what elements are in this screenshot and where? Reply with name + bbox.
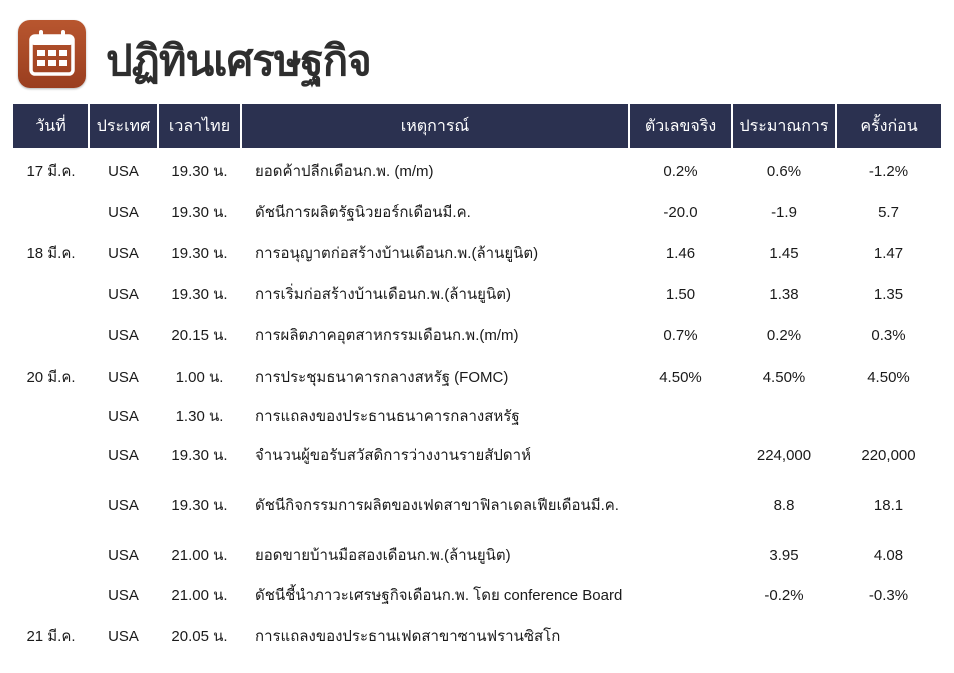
table-row bbox=[13, 536, 941, 574]
cell-event: จำนวนผู้ขอรับสวัสดิการว่างงานรายสัปดาห์ bbox=[255, 447, 531, 464]
cell-date: 20 มี.ค. bbox=[26, 369, 76, 386]
cell-forecast: 224,000 bbox=[756, 446, 812, 464]
cell-previous bbox=[836, 616, 941, 656]
cell-forecast: 8.8 bbox=[773, 496, 795, 514]
cell-actual: -20.0 bbox=[663, 203, 698, 221]
cell-time: 19.30 น. bbox=[171, 245, 228, 262]
cell-date: 21 มี.ค. bbox=[26, 628, 76, 645]
cell-previous: 4.50% bbox=[867, 368, 910, 386]
cell-country: USA bbox=[108, 368, 139, 386]
cell-event: ดัชนีชี้นำภาวะเศรษฐกิจเดือนก.พ. โดย conference Board bbox=[255, 587, 623, 604]
cell-country: USA bbox=[108, 162, 139, 180]
table-header-row bbox=[13, 104, 941, 148]
cell-time: 19.30 น. bbox=[171, 447, 228, 464]
table-row bbox=[13, 312, 941, 358]
table-row bbox=[13, 358, 941, 396]
cell-forecast bbox=[732, 616, 836, 656]
cell-event: การเริ่มก่อสร้างบ้านเดือนก.พ.(ล้านยูนิต) bbox=[255, 286, 511, 303]
cell-time: 21.00 น. bbox=[171, 547, 228, 564]
column-header-country: ประเทศ bbox=[89, 104, 158, 148]
cell-actual: 1.50 bbox=[665, 285, 696, 303]
cell-country: USA bbox=[108, 244, 139, 262]
cell-actual: 1.46 bbox=[665, 244, 696, 262]
cell-country: USA bbox=[108, 285, 139, 303]
cell-date bbox=[13, 474, 89, 536]
cell-actual: 0.7% bbox=[663, 326, 698, 344]
column-header-event: เหตุการณ์ bbox=[241, 104, 629, 148]
cell-date bbox=[13, 312, 89, 358]
table-row bbox=[13, 148, 941, 194]
cell-country: USA bbox=[108, 496, 139, 514]
cell-previous: 1.35 bbox=[873, 285, 904, 303]
calendar-icon bbox=[18, 20, 86, 88]
cell-previous: 4.08 bbox=[873, 546, 904, 564]
column-header-previous: ครั้งก่อน bbox=[836, 104, 941, 148]
cell-event: ยอดขายบ้านมือสองเดือนก.พ.(ล้านยูนิต) bbox=[255, 547, 511, 564]
cell-country: USA bbox=[108, 627, 139, 645]
cell-time: 1.00 น. bbox=[175, 369, 224, 386]
cell-country: USA bbox=[108, 203, 139, 221]
cell-time: 19.30 น. bbox=[171, 204, 228, 221]
cell-event: ดัชนีกิจกรรมการผลิตของเฟดสาขาฟิลาเดลเฟียเดือนมี.ค. bbox=[255, 497, 619, 514]
cell-event: การแถลงของประธานธนาคารกลางสหรัฐ bbox=[255, 408, 520, 425]
cell-time: 1.30 น. bbox=[175, 408, 224, 425]
cell-time: 20.05 น. bbox=[171, 628, 228, 645]
column-header-time: เวลาไทย bbox=[158, 104, 241, 148]
cell-forecast: 4.50% bbox=[762, 368, 806, 386]
table-row bbox=[13, 616, 941, 656]
cell-time: 19.30 น. bbox=[171, 163, 228, 180]
economic-calendar-table bbox=[13, 104, 941, 656]
cell-date bbox=[13, 536, 89, 574]
cell-previous: -1.2% bbox=[868, 162, 909, 180]
cell-country: USA bbox=[108, 586, 139, 604]
cell-event: การผลิตภาคอุตสาหกรรมเดือนก.พ.(m/m) bbox=[255, 327, 519, 344]
cell-actual bbox=[629, 616, 732, 656]
cell-time: 21.00 น. bbox=[171, 587, 228, 604]
cell-actual bbox=[629, 396, 732, 436]
cell-date: 18 มี.ค. bbox=[26, 245, 76, 262]
cell-time: 20.15 น. bbox=[171, 327, 228, 344]
cell-country: USA bbox=[108, 446, 139, 464]
cell-country: USA bbox=[108, 407, 139, 425]
cell-forecast: 0.6% bbox=[766, 162, 802, 180]
cell-event: ดัชนีการผลิตรัฐนิวยอร์กเดือนมี.ค. bbox=[255, 204, 471, 221]
table-row bbox=[13, 474, 941, 536]
cell-event: การประชุมธนาคารกลางสหรัฐ (FOMC) bbox=[255, 369, 509, 386]
cell-previous: 5.7 bbox=[878, 203, 899, 221]
cell-event: การแถลงของประธานเฟดสาขาซานฟรานซิสโก bbox=[255, 628, 561, 645]
cell-date bbox=[13, 436, 89, 474]
table-row bbox=[13, 276, 941, 312]
table-row bbox=[13, 574, 941, 616]
cell-actual: 0.2% bbox=[663, 162, 698, 180]
cell-forecast: 1.38 bbox=[769, 285, 799, 303]
cell-forecast: -0.2% bbox=[764, 586, 804, 604]
cell-time: 19.30 น. bbox=[171, 497, 228, 514]
cell-actual bbox=[629, 474, 732, 536]
cell-previous bbox=[836, 396, 941, 436]
table-row bbox=[13, 230, 941, 276]
table-row bbox=[13, 396, 941, 436]
page-header bbox=[18, 20, 618, 90]
column-header-actual: ตัวเลขจริง bbox=[629, 104, 732, 148]
cell-date bbox=[13, 396, 89, 436]
table-row bbox=[13, 436, 941, 474]
page-title: ปฏิทินเศรษฐกิจ bbox=[106, 36, 371, 85]
cell-event: ยอดค้าปลีกเดือนก.พ. (m/m) bbox=[255, 163, 434, 180]
cell-previous: -0.3% bbox=[868, 586, 909, 604]
cell-previous: 220,000 bbox=[861, 446, 916, 464]
cell-country: USA bbox=[108, 546, 139, 564]
cell-event: การอนุญาตก่อสร้างบ้านเดือนก.พ.(ล้านยูนิต) bbox=[255, 245, 539, 262]
cell-date bbox=[13, 276, 89, 312]
cell-previous: 1.47 bbox=[873, 244, 904, 262]
cell-forecast bbox=[732, 396, 836, 436]
cell-actual bbox=[629, 536, 732, 574]
cell-previous: 18.1 bbox=[873, 496, 904, 514]
cell-forecast: -1.9 bbox=[771, 203, 797, 221]
cell-forecast: 0.2% bbox=[766, 326, 802, 344]
cell-country: USA bbox=[108, 326, 139, 344]
cell-forecast: 3.95 bbox=[769, 546, 799, 564]
cell-actual bbox=[629, 436, 732, 474]
column-header-date: วันที่ bbox=[13, 104, 89, 148]
cell-previous: 0.3% bbox=[871, 326, 906, 344]
cell-date: 17 มี.ค. bbox=[26, 163, 76, 180]
column-header-forecast: ประมาณการ bbox=[732, 104, 836, 148]
cell-date bbox=[13, 574, 89, 616]
cell-date bbox=[13, 194, 89, 230]
cell-forecast: 1.45 bbox=[769, 244, 799, 262]
table-row bbox=[13, 194, 941, 230]
cell-actual bbox=[629, 574, 732, 616]
cell-actual: 4.50% bbox=[659, 368, 702, 386]
cell-time: 19.30 น. bbox=[171, 286, 228, 303]
